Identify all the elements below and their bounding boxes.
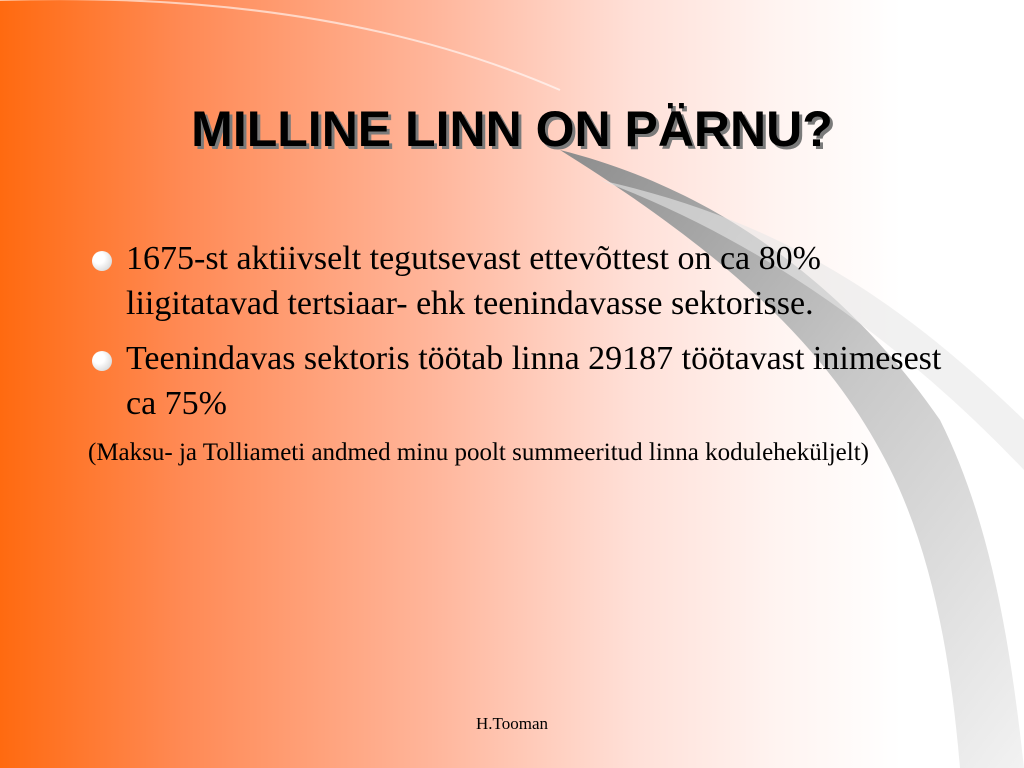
- bullet-list: [88, 236, 948, 470]
- bullet-item: [88, 336, 948, 426]
- bullet-text: Teenindavas sektoris töötab linna 29187 töötavast inimesest ca 75%: [126, 340, 942, 422]
- bullet-icon: [92, 251, 112, 271]
- slide-title: MILLINE LINN ON PÄRNU?: [191, 101, 833, 157]
- footer-author: H.Tooman: [476, 714, 548, 733]
- bullet-icon: [92, 351, 112, 371]
- bullet-text: 1675-st aktiivselt tegutsevast ettevõttest on ca 80% liigitatavad tertsiaar- ehk teenindavasse sektorisse.: [126, 240, 821, 322]
- source-note: (Maksu- ja Tolliameti andmed minu poolt summeeritud linna koduleheküljelt): [88, 439, 869, 466]
- bullet-item: [88, 236, 948, 326]
